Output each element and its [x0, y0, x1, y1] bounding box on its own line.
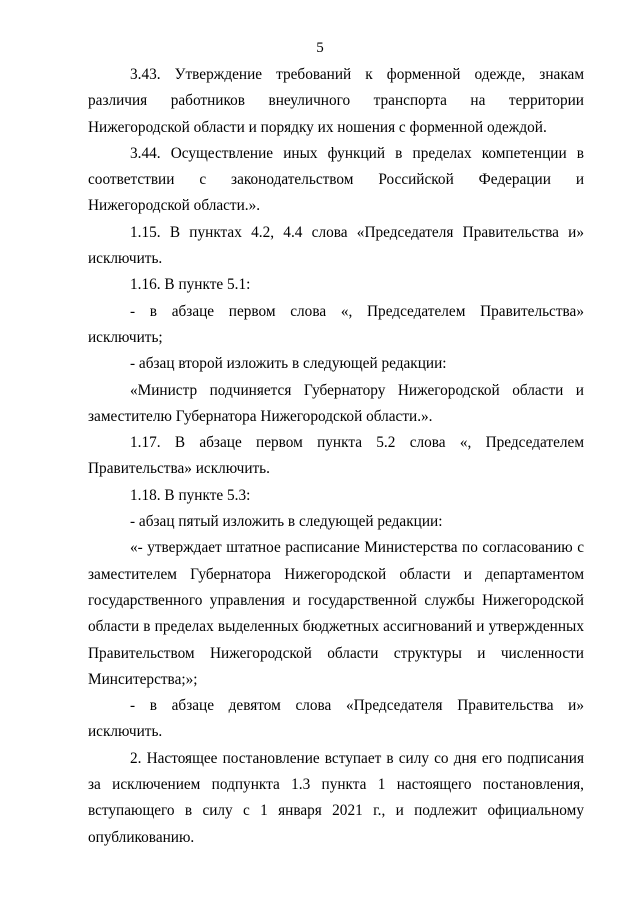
paragraph-1-18-item-1: - абзац пятый изложить в следующей редакции: [130, 513, 443, 531]
paragraph-3-44: 3.44. Осуществление иных функций в пределах компетенции в соответствии с законодательством Российской Федерации и Нижегородской области.». [88, 144, 584, 215]
paragraph-1-16-item-2: - абзац второй изложить в следующей редакции: [130, 355, 447, 373]
document-body [88, 62, 584, 851]
paragraph-1-18: 1.18. В пункте 5.3: [130, 486, 251, 504]
paragraph-3-43: 3.43. Утверждение требований к форменной одежде, знакам различия работников внеуличного транспорта на территории Нижегородской области и порядку их ношения с форменной одеждой. [88, 66, 584, 136]
page-number: 5 [316, 40, 324, 56]
paragraph-1-17: 1.17. В абзаце первом пункта 5.2 слова «, Председателем Правительства» исключить. [88, 434, 584, 478]
paragraph-1-15: 1.15. В пунктах 4.2, 4.4 слова «Председателя Правительства и» исключить. [88, 223, 584, 268]
paragraph-1-16-item-1: - в абзаце первом слова «, Председателем Правительства» исключить; [88, 302, 584, 346]
paragraph-1-18-quote: «- утверждает штатное расписание Министерства по согласованию с заместителем Губернатора Нижегородской области и департаментом государственного управления и государственной службы Нижегородской области в пределах выделенных бюджетных ассигнований и утвержденных Правительством Нижегородской области структуры и численности Минситерства;»; [88, 539, 584, 688]
paragraph-1-16: 1.16. В пункте 5.1: [130, 276, 251, 294]
paragraph-2: 2. Настоящее постановление вступает в силу со дня его подписания за исключением подпункта 1.3 пункта 1 настоящего постановления, вступающего в силу с 1 января 2021 г., и подлежит официальному опубликованию. [88, 749, 584, 846]
paragraph-1-16-quote: «Министр подчиняется Губернатору Нижегородской области и заместителю Губернатора Нижегородской области.». [88, 381, 584, 425]
paragraph-1-18-item-2: - в абзаце девятом слова «Председателя Правительства и» исключить. [88, 697, 584, 741]
